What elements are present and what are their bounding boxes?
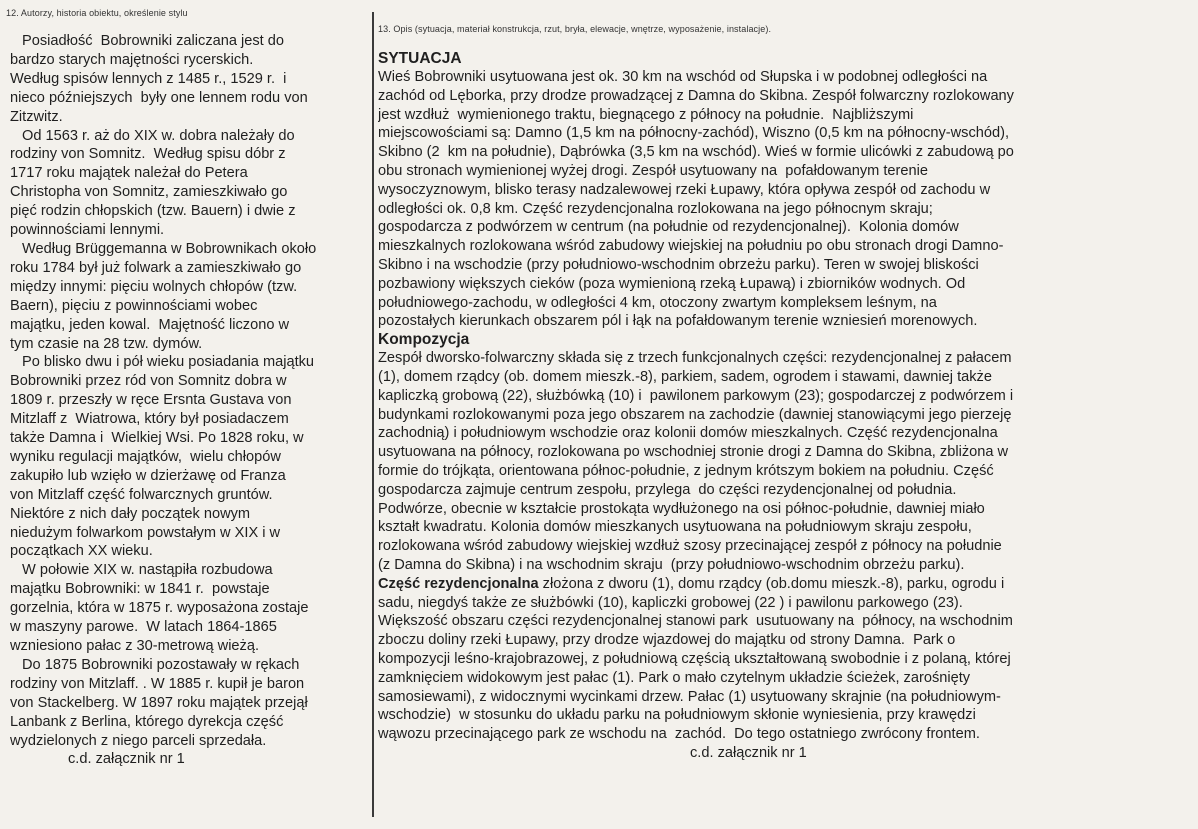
text-line: jest wzdłuż wymienionego traktu, biegnącego z północy na południe. Najbliższymi bbox=[378, 106, 914, 123]
text-line: Do 1875 Bobrowniki pozostawały w rękach bbox=[22, 656, 300, 673]
text-line: mieszkalnych rozlokowana wśród zabudowy wiejskiej na południu po obu stronach drogi Damno- bbox=[378, 238, 1004, 255]
text-line: Skibno i na wschodzie (przy południowo-wschodnim obrzeżu parku). Teren w swojej bliskości bbox=[378, 256, 979, 273]
text-line: pozbawiony większych cieków (poza wymienioną rzeką Łupawą) i zbiorników wodnych. Od bbox=[378, 275, 966, 292]
text-line: powinnościami lennymi. bbox=[10, 222, 165, 239]
text-line: 1809 r. przeszły w ręce Ersnta Gustava von bbox=[10, 392, 292, 409]
text-line: nieco późniejszych były one lennem rodu von bbox=[10, 89, 308, 106]
text-line: usytuowana na północy, rozlokowana po wschodniej stronie drogi z Damna do Skibna, zbliżona w bbox=[378, 444, 1009, 461]
text-line: pięć rodzin chłopskich (tzw. Bauern) i dwie z bbox=[10, 203, 296, 220]
text-line: wyniku regulacji majątków, wielu chłopów bbox=[10, 448, 281, 465]
text-line bbox=[378, 575, 1194, 594]
text-line: Po blisko dwu i pół wieku posiadania majątku bbox=[22, 354, 315, 371]
text-line: odległości ok. 0,8 km. Część rezydencjonalna rozlokowana na jego północnym skraju; bbox=[378, 200, 933, 217]
text-line: majątku, jeden kowal. Majętność liczono w bbox=[10, 316, 290, 333]
text-line: sadu, niegdyś także ze służbówki (10), kapliczki grobowej (22 ) i pawilonu parkowego (23). bbox=[378, 594, 963, 611]
text-span: złożona z dworu (1), domu rządcy (ob.domu mieszk.-8), parku, ogrodu i bbox=[538, 575, 1005, 592]
text-line: w maszyny parowe. W latach 1864-1865 bbox=[10, 619, 277, 636]
text-line: kształt kwadratu. Kolonia domów mieszkanych usytuowana na południowym skraju zespołu, bbox=[378, 519, 972, 536]
text-line: roku 1784 był już folwark a zamieszkiwało go bbox=[10, 259, 302, 276]
text-line: niedużym folwarkom powstałym w XIX i w bbox=[10, 524, 281, 541]
text-line: zakupiło lub wzięło w dzierżawę od Franza bbox=[10, 467, 286, 484]
text-line: Od 1563 r. aż do XIX w. dobra należały do bbox=[22, 127, 295, 144]
text-line: gorzelnia, która w 1875 r. wyposażona zostaje bbox=[10, 600, 309, 617]
text-line: rodziny von Somnitz. Według spisu dóbr z bbox=[10, 146, 286, 163]
text-line: miejscowościami są: Damno (1,5 km na północny-zachód), Wiszno (0,5 km na północny-wschód), bbox=[378, 125, 1010, 142]
text-line: wysoczyznowym, blisko terasy nadzalewowej rzeki Łupawy, która opływa zespół od zachodu w bbox=[378, 181, 991, 198]
column-divider bbox=[372, 12, 374, 817]
text-line: Baern), pięciu z powinnościami wobec bbox=[10, 297, 258, 314]
text-line: gospodarcza zajmuje centrum zespołu, przylega do części rezydencjonalnej od południa. bbox=[378, 481, 957, 498]
text-line: Podwórze, obecnie w kształcie prostokąta wydłużonego na osi północ-południe, dawniej miało bbox=[378, 500, 985, 517]
text-line: obu stronach wymienionej wyżej drogi. Zespół usytuowany na pofałdowanym terenie bbox=[378, 162, 928, 179]
section-label-13: 13. Opis (sytuacja, materiał konstrukcja, rzut, bryła, elewacje, wnętrze, wyposażenie, instalacje). bbox=[378, 24, 772, 34]
text-line: 1717 roku majątek należał do Petera bbox=[10, 165, 248, 182]
text-line: Skibno (2 km na południe), Dąbrówka (3,5 km na wschód). Wieś w formie ulicówki z zabudową po bbox=[378, 144, 1014, 161]
text-line: von Mitzlaff część folwarcznych gruntów. bbox=[10, 486, 273, 503]
text-line: samosiewami), z widocznymi wycinkami drzew. Pałac (1) usytuowany skrajnie (na południowym- bbox=[378, 688, 1001, 705]
text-line: także Damna i Wielkiej Wsi. Po 1828 roku, w bbox=[10, 430, 304, 447]
text-line: rozlokowana wśród zabudowy wiejskiej wzdłuż szosy przecinającej zespół z północy na południe bbox=[378, 538, 1002, 555]
text-line: kompozycji leśno-krajobrazowej, z południową częścią ukształtowaną swobodnie i z polaną, której bbox=[378, 650, 1011, 667]
text-line: W połowie XIX w. nastąpiła rozbudowa bbox=[22, 562, 273, 579]
right-column bbox=[378, 24, 1194, 824]
text-line: formie do trójkąta, orientowana północ-południe, z jednym krótszym bokiem na południu. Część bbox=[378, 462, 994, 479]
text-line: kapliczką grobową (22), służbówką (10) i pawilonem parkowym (23); gospodarczej z podwórzem i bbox=[378, 387, 1014, 404]
continuation-note-left: c.d. załącznik nr 1 bbox=[68, 751, 185, 768]
text-line: rodziny von Mitzlaff. . W 1885 r. kupił je baron bbox=[10, 675, 305, 692]
text-line: Zitzwitz. bbox=[10, 108, 63, 125]
text-line: gospodarcza z podwórzem w centrum (na południe od rezydencjonalnej). Kolonia domów bbox=[378, 219, 959, 236]
text-line: zboczu doliny rzeki Łupawy, przy drodze wjazdowej do majątku od strony Damna. Park o bbox=[378, 632, 956, 649]
text-line: wydzielonych z niego parceli sprzedała. bbox=[10, 732, 267, 749]
text-line: Bobrowniki przez ród von Somnitz dobra w bbox=[10, 373, 287, 390]
text-line: Lanbank z Berlina, którego dyrekcja część bbox=[10, 713, 284, 730]
text-line: tym czasie na 28 tzw. dymów. bbox=[10, 335, 203, 352]
text-line: (z Damna do Skibna) i na wschodnim skraju (przy południowo-wschodnim obrzeżu parku). bbox=[378, 556, 965, 573]
text-line: budynkami rozlokowanymi poza jego obszarem na zachodzie (dawniej stanowiącymi jego pierzeję bbox=[378, 406, 1012, 423]
text-line: Według spisów lennych z 1485 r., 1529 r. i bbox=[10, 70, 287, 87]
text-line: Wieś Bobrowniki usytuowana jest ok. 30 km na wschód od Słupska i w podobnej odległości na bbox=[378, 69, 988, 85]
text-line: Niektóre z nich dały początek nowym bbox=[10, 505, 251, 522]
text-line: von Stackelberg. W 1897 roku majątek przejął bbox=[10, 694, 308, 711]
left-column bbox=[4, 8, 366, 823]
text-line: wzniesiono pałac z 30-metrową wieżą. bbox=[10, 638, 260, 654]
text-line: pozostałych kierunkach obszarem pól i łąk na pofałdowanym terenie wzniesień morenowych. bbox=[378, 313, 978, 330]
text-line: (1), domem rządcy (ob. domem mieszk.-8), parkiem, sadem, ogrodem i stawami, dawniej także bbox=[378, 368, 992, 385]
text-line: zachodnią) i południowym wschodzie oraz kolonii domów mieszkalnych. Część rezydencjonalna bbox=[378, 425, 998, 442]
text-line: Według Brüggemanna w Bobrownikach około bbox=[22, 240, 317, 257]
text-line: Większość obszaru części rezydencjonalnej stanowi park usutuowany na północy, na wschodnim bbox=[378, 613, 1013, 630]
text-line: początkach XX wieku. bbox=[10, 543, 153, 560]
text-line: południowego-zachodu, w odległości 4 km, otoczony zwartym kompleksem leśnym, na bbox=[378, 294, 937, 311]
text-line: zachód od Lęborka, przy drodze prowadzącej z Damna do Skibna. Zespół folwarczny rozlokowany bbox=[378, 87, 1014, 104]
section-label-12: 12. Autorzy, historia obiektu, określenie stylu bbox=[6, 8, 188, 18]
text-line: Christopha von Somnitz, zamieszkiwało go bbox=[10, 184, 288, 201]
text-line: wschodzie) w stosunku do układu parku na południowym skłonie wyniesienia, przy krawędzi bbox=[378, 707, 976, 724]
section-heading: SYTUACJA bbox=[378, 50, 462, 67]
text-line: zamknięciem widokowym jest pałac (1). Park o mało czytelnym układzie ścieżek, zarośnięty bbox=[378, 669, 971, 686]
text-line: między innymi: pięciu wolnych chłopów (tzw. bbox=[10, 278, 298, 295]
text-line: bardzo starych majętności rycerskich. bbox=[10, 51, 254, 68]
section-heading: Kompozycja bbox=[378, 331, 470, 349]
history-text bbox=[4, 32, 366, 750]
lead-term: Część rezydencjonalna bbox=[378, 575, 539, 592]
text-line: Mitzlaff z Wiatrowa, który był posiadaczem bbox=[10, 411, 289, 428]
text-line: Posiadłość Bobrowniki zaliczana jest do bbox=[22, 33, 285, 49]
text-line: Zespół dworsko-folwarczny składa się z trzech funkcjonalnych części: rezydencjonalnej z pałacem bbox=[378, 350, 1012, 367]
continuation-note-right: c.d. załącznik nr 1 bbox=[690, 744, 807, 761]
text-line: majątku Bobrowniki: w 1841 r. powstaje bbox=[10, 581, 270, 598]
description-text bbox=[378, 50, 1194, 744]
text-line: wąwozu przecinającego park ze wschodu na zachód. Do tego ostatniego zwrócony frontem. bbox=[378, 726, 980, 743]
